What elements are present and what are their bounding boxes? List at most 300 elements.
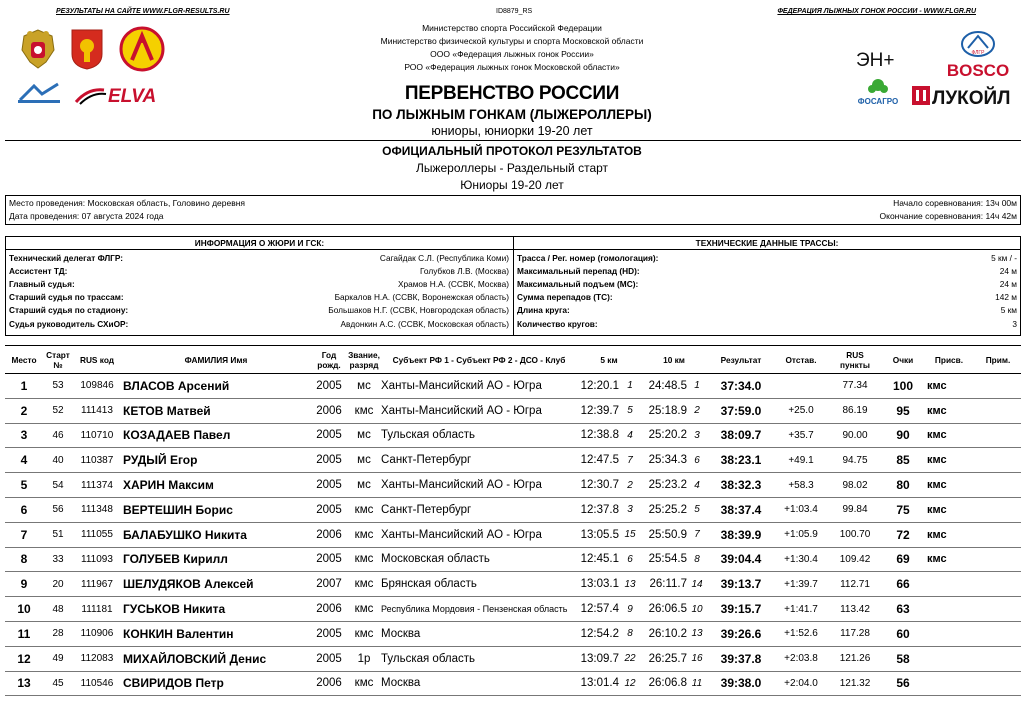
score: 56 [883,671,923,696]
athlete-name: БАЛАБУШКО Никита [121,522,311,547]
rus-points: 121.26 [827,646,883,671]
result-row [5,671,1021,696]
coat-of-arms-logo [16,26,60,72]
birth-year: 2005 [311,621,347,646]
assigned-rank: кмс [923,473,975,498]
result-row [5,547,1021,572]
rank: мс [347,448,381,473]
track-row [514,291,1020,304]
time-gap: +2:03.8 [775,646,827,671]
rus-points: 117.28 [827,621,883,646]
athlete-name: ВЕРТЕШИН Борис [121,497,311,522]
event-title: ПЕРВЕНСТВО РОССИИ [404,83,620,104]
score: 85 [883,448,923,473]
result-time: 37:59.0 [707,398,775,423]
rus-code: 110710 [73,423,121,448]
track-label: Трасса / Рег. номер (гомологация): [517,252,659,263]
ski-federation-mo-logo [118,26,166,72]
result-time: 38:37.4 [707,497,775,522]
organizer-line: Министерство спорта Российской Федерации [422,23,602,33]
birth-year: 2005 [311,547,347,572]
track-label: Количество кругов: [517,318,598,329]
split-5km-pos: 8 [619,621,641,646]
note [975,572,1021,597]
col-start [43,346,73,374]
rank: 1р [347,646,381,671]
region: Тульская область [381,646,577,671]
federation-site-link[interactable]: ФЕДЕРАЦИЯ ЛЫЖНЫХ ГОНОК РОССИИ - WWW.FLGR.RU [777,8,976,15]
split-5km: 12:39.7 [577,398,619,423]
venue-date: Дата проведения: 07 августа 2024 года [9,211,164,221]
split-5km: 13:05.5 [577,522,619,547]
note [975,497,1021,522]
region: Санкт-Петербург [381,497,577,522]
track-row [514,264,1020,277]
region: Московская область [381,547,577,572]
jury-label: Старший судья по стадиону: [9,305,129,316]
flgr-bosco-logo [940,30,1016,78]
note [975,398,1021,423]
track-label: Максимальный подъем (MC): [517,278,639,289]
jury-value: Храмов Н.А. (ССВК, Москва) [397,278,509,289]
rus-code: 110906 [73,621,121,646]
split-10km-pos: 6 [687,448,707,473]
assigned-rank: кмс [923,522,975,547]
svg-text:ФОСАГРО: ФОСАГРО [857,97,899,106]
split-5km-pos: 4 [619,423,641,448]
track-label: Максимальный перепад (HD): [517,265,640,276]
split-10km: 26:11.7 [641,572,687,597]
note [975,547,1021,572]
elva-logo [74,84,178,106]
split-5km-pos: 9 [619,597,641,622]
note [975,448,1021,473]
place: 13 [5,671,43,696]
region: Санкт-Петербург [381,448,577,473]
result-time: 39:13.7 [707,572,775,597]
region: Москва [381,671,577,696]
rank: мс [347,374,381,399]
place: 5 [5,473,43,498]
rus-points: 113.42 [827,597,883,622]
result-time: 38:23.1 [707,448,775,473]
col-rank [347,346,381,374]
col-score: Очки [883,346,923,374]
note [975,473,1021,498]
split-10km-pos: 16 [687,646,707,671]
split-5km-pos: 3 [619,497,641,522]
region: Брянская область [381,572,577,597]
track-label: Длина круга: [517,305,570,316]
split-5km-pos: 5 [619,398,641,423]
rus-code: 111374 [73,473,121,498]
split-5km: 12:45.1 [577,547,619,572]
split-5km-pos: 2 [619,473,641,498]
time-gap: +1:30.4 [775,547,827,572]
svg-text:BOSCO: BOSCO [946,61,1010,78]
birth-year: 2005 [311,497,347,522]
assigned-rank [923,621,975,646]
rus-code: 110546 [73,671,121,696]
note [975,646,1021,671]
birth-year: 2005 [311,423,347,448]
split-10km: 26:06.8 [641,671,687,696]
start-number: 54 [43,473,73,498]
birth-year: 2005 [311,646,347,671]
rus-points: 94.75 [827,448,883,473]
jury-table [6,251,512,330]
result-time: 39:15.7 [707,597,775,622]
organizer-line: РОО «Федерация лыжных гонок Московской области» [404,62,620,72]
place: 2 [5,398,43,423]
split-10km: 25:18.9 [641,398,687,423]
start-number: 56 [43,497,73,522]
col-year [311,346,347,374]
rus-code: 112083 [73,646,121,671]
rank: мс [347,423,381,448]
athlete-name: КЕТОВ Матвей [121,398,311,423]
result-row [5,597,1021,622]
venue-box [5,195,1021,225]
start-number: 20 [43,572,73,597]
place: 8 [5,547,43,572]
place: 10 [5,597,43,622]
result-time: 39:38.0 [707,671,775,696]
jury-row [6,277,512,290]
split-5km-pos: 1 [619,374,641,399]
split-5km: 12:54.2 [577,621,619,646]
time-gap: +2:04.0 [775,671,827,696]
lukoil-logo [912,84,1020,108]
col-name: ФАМИЛИЯ Имя [121,346,311,374]
track-value: 5 км / - [991,252,1017,263]
split-10km-pos: 10 [687,597,707,622]
jury-value: Голубков Л.В. (Москва) [419,265,509,276]
svg-text:ELVA: ELVA [108,86,157,106]
split-10km: 25:50.9 [641,522,687,547]
assigned-rank [923,646,975,671]
col-assigned: Присв. [923,346,975,374]
birth-year: 2006 [311,597,347,622]
split-5km-pos: 12 [619,671,641,696]
assigned-rank: кмс [923,448,975,473]
col-5km: 5 км [577,346,641,374]
rank: кмс [347,398,381,423]
jury-label: Старший судья по трассам: [9,292,124,303]
track-row [514,277,1020,290]
split-10km-pos: 3 [687,423,707,448]
jury-value: Авдонкин А.С. (ССВК, Московская область) [340,318,509,329]
split-5km: 12:37.8 [577,497,619,522]
results-site-link[interactable]: РЕЗУЛЬТАТЫ НА САЙТЕ WWW.FLGR-RESULTS.RU [56,8,230,15]
birth-year: 2006 [311,398,347,423]
split-10km: 25:54.5 [641,547,687,572]
col-gap: Отстав. [775,346,827,374]
assigned-rank: кмс [923,398,975,423]
time-gap: +25.0 [775,398,827,423]
region: Республика Мордовия - Пензенская область [381,597,577,622]
rus-points: 77.34 [827,374,883,399]
rank: кмс [347,497,381,522]
discipline: Лыжероллеры - Раздельный старт [415,161,609,175]
assigned-rank [923,671,975,696]
col-rank-bottom: разряд [349,359,379,370]
rus-code: 109846 [73,374,121,399]
split-10km-pos: 11 [687,671,707,696]
time-gap: +1:05.9 [775,522,827,547]
track-table [514,251,1020,330]
flgr-small-logo [16,80,62,106]
result-row [5,448,1021,473]
track-value: 5 км [1000,305,1017,316]
place: 3 [5,423,43,448]
col-10km: 10 км [641,346,707,374]
track-row [514,304,1020,317]
result-time: 38:09.7 [707,423,775,448]
split-10km-pos: 4 [687,473,707,498]
result-time: 38:32.3 [707,473,775,498]
time-gap: +1:41.7 [775,597,827,622]
rus-points: 100.70 [827,522,883,547]
jury-row [6,264,512,277]
jury-row [6,317,512,330]
score: 95 [883,398,923,423]
col-rus: RUS код [73,346,121,374]
jury-track-box [5,236,1021,336]
athlete-name: СВИРИДОВ Петр [121,671,311,696]
split-10km: 25:23.2 [641,473,687,498]
document-id: ID8879_RS [496,8,533,15]
result-row [5,621,1021,646]
birth-year: 2006 [311,671,347,696]
split-5km: 12:47.5 [577,448,619,473]
start-number: 40 [43,448,73,473]
jury-value: Большаков Н.Г. (ССВК, Новгородская область) [328,305,509,316]
rus-points: 112.71 [827,572,883,597]
score: 72 [883,522,923,547]
age-group: Юниоры 19-20 лет [460,178,564,192]
assigned-rank [923,572,975,597]
note [975,671,1021,696]
assigned-rank: кмс [923,497,975,522]
score: 100 [883,374,923,399]
rus-code: 111967 [73,572,121,597]
birth-year: 2006 [311,522,347,547]
time-gap: +35.7 [775,423,827,448]
rus-points: 121.32 [827,671,883,696]
athlete-name: РУДЫЙ Егор [121,448,311,473]
split-5km: 13:09.7 [577,646,619,671]
split-5km: 12:20.1 [577,374,619,399]
svg-text:ФЛГР: ФЛГР [971,50,985,56]
region: Ханты-Мансийский АО - Югра [381,522,577,547]
rank: кмс [347,572,381,597]
athlete-name: ХАРИН Максим [121,473,311,498]
split-10km-pos: 13 [687,621,707,646]
results-table [5,345,1021,696]
start-number: 52 [43,398,73,423]
track-value: 3 [1012,318,1017,329]
split-10km-pos: 14 [687,572,707,597]
place: 6 [5,497,43,522]
time-gap: +49.1 [775,448,827,473]
birth-year: 2005 [311,374,347,399]
score: 75 [883,497,923,522]
athlete-name: КОЗАДАЕВ Павел [121,423,311,448]
assigned-rank [923,597,975,622]
split-5km: 12:57.4 [577,597,619,622]
athlete-name: ВЛАСОВ Арсений [121,374,311,399]
split-10km: 26:06.5 [641,597,687,622]
start-number: 49 [43,646,73,671]
rank: кмс [347,522,381,547]
jury-row [6,291,512,304]
split-10km: 25:20.2 [641,423,687,448]
split-5km-pos: 6 [619,547,641,572]
split-5km-pos: 7 [619,448,641,473]
track-row [514,251,1020,264]
jury-label: Ассистент ТД: [9,265,68,276]
split-5km: 13:01.4 [577,671,619,696]
athlete-name: ГОЛУБЕВ Кирилл [121,547,311,572]
athlete-name: ГУСЬКОВ Никита [121,597,311,622]
rus-code: 111055 [73,522,121,547]
result-time: 38:39.9 [707,522,775,547]
start-time: Начало соревнования: 13ч 00м [893,198,1017,208]
col-rus-points [827,346,883,374]
event-category: юниоры, юниорки 19-20 лет [431,124,593,138]
track-heading: ТЕХНИЧЕСКИЕ ДАННЫЕ ТРАССЫ: [514,237,1020,250]
rus-points: 90.00 [827,423,883,448]
birth-year: 2005 [311,448,347,473]
start-number: 28 [43,621,73,646]
note [975,621,1021,646]
result-row [5,572,1021,597]
result-row [5,646,1021,671]
split-5km-pos: 15 [619,522,641,547]
place: 9 [5,572,43,597]
note [975,374,1021,399]
split-10km-pos: 8 [687,547,707,572]
start-number: 51 [43,522,73,547]
jury-row [6,251,512,264]
result-row [5,473,1021,498]
place: 7 [5,522,43,547]
rus-code: 110387 [73,448,121,473]
rus-points: 98.02 [827,473,883,498]
split-10km: 26:10.2 [641,621,687,646]
result-row [5,374,1021,399]
col-year-bottom: рожд. [317,359,341,370]
start-number: 48 [43,597,73,622]
result-time: 37:34.0 [707,374,775,399]
athlete-name: МИХАЙЛОВСКИЙ Денис [121,646,311,671]
split-10km: 26:25.7 [641,646,687,671]
rank: кмс [347,621,381,646]
col-rus-points-top: RUS [846,349,864,360]
moscow-region-emblem [70,28,104,70]
start-number: 33 [43,547,73,572]
note [975,597,1021,622]
organizers-block [312,22,712,74]
divider [5,140,1021,141]
region: Москва [381,621,577,646]
place: 12 [5,646,43,671]
organizer-line: ООО «Федерация лыжных гонок России» [430,49,594,59]
phosagro-logo [852,78,904,106]
time-gap: +58.3 [775,473,827,498]
track-label: Сумма перепадов (ТС): [517,292,613,303]
track-value: 24 м [999,265,1017,276]
rus-points: 86.19 [827,398,883,423]
assigned-rank: кмс [923,423,975,448]
result-row [5,423,1021,448]
jury-value: Баркалов Н.А. (ССВК, Воронежская область) [334,292,509,303]
time-gap: +1:39.7 [775,572,827,597]
rus-code: 111413 [73,398,121,423]
rank: кмс [347,547,381,572]
rank: кмс [347,597,381,622]
jury-label: Технический делегат ФЛГР: [9,252,124,263]
track-value: 24 м [999,278,1017,289]
result-row [5,522,1021,547]
score: 58 [883,646,923,671]
split-10km-pos: 7 [687,522,707,547]
col-rus-points-bottom: пункты [840,359,870,370]
col-region: Субъект РФ 1 - Субъект РФ 2 - ДСО - Клуб [381,346,577,374]
place: 11 [5,621,43,646]
region: Ханты-Мансийский АО - Югра [381,473,577,498]
svg-text:ЛУКОЙЛ: ЛУКОЙЛ [932,88,1011,108]
split-5km: 12:30.7 [577,473,619,498]
region: Ханты-Мансийский АО - Югра [381,398,577,423]
note [975,522,1021,547]
result-time: 39:26.6 [707,621,775,646]
col-result: Результат [707,346,775,374]
region: Тульская область [381,423,577,448]
rank: мс [347,473,381,498]
rus-code: 111348 [73,497,121,522]
event-subtitle: ПО ЛЫЖНЫМ ГОНКАМ (ЛЫЖЕРОЛЛЕРЫ) [372,107,652,122]
split-5km: 13:03.1 [577,572,619,597]
split-10km: 25:34.3 [641,448,687,473]
col-start-bottom: № [53,359,63,370]
col-rank-top: Звание, [348,349,380,360]
split-10km: 24:48.5 [641,374,687,399]
jury-value: Сагайдак С.Л. (Республика Коми) [379,252,509,263]
rank: кмс [347,671,381,696]
split-5km-pos: 22 [619,646,641,671]
col-year-top: Год [321,349,337,360]
organizer-line: Министерство физической культуры и спорта Московской области [380,36,644,46]
assigned-rank: кмс [923,547,975,572]
en-plus-logo [856,44,914,72]
end-time: Окончание соревнования: 14ч 42м [879,211,1017,221]
place: 1 [5,374,43,399]
split-10km-pos: 1 [687,374,707,399]
split-5km-pos: 13 [619,572,641,597]
split-5km: 12:38.8 [577,423,619,448]
split-10km-pos: 5 [687,497,707,522]
venue-place: Место проведения: Московская область, Головино деревня [9,198,246,208]
results-header-row [5,346,1021,374]
birth-year: 2007 [311,572,347,597]
result-row [5,398,1021,423]
start-number: 46 [43,423,73,448]
split-10km: 25:25.2 [641,497,687,522]
score: 63 [883,597,923,622]
athlete-name: КОНКИН Валентин [121,621,311,646]
